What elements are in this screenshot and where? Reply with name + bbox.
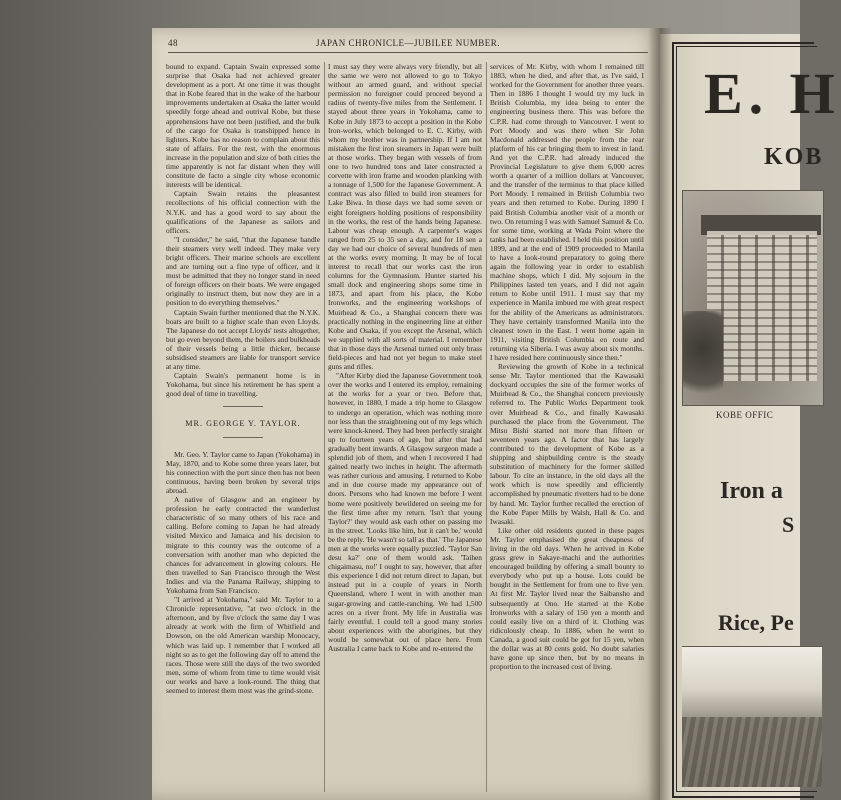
photo-caption: KOBE OFFIC — [716, 410, 774, 420]
ad-lower-photo — [682, 646, 822, 787]
tree — [683, 311, 723, 405]
building-columns — [707, 235, 817, 381]
paragraph: services of Mr. Kirby, with whom I remained till 1883, when he died, and after that, as I've said, I worked for the Government for another three years. Then in 1886 I thought I would try my luck in British Columbia, my idea being to enter the engineering business there. This was before the C.P.R. had come through to Vancouver. I went to Port Moody and was there when Sir John Macdonald addressed the people from the rear platform of his car bringing them to invest in land. And yet the C.P.R. had already induced the Provincial Legislature to give them 6,000 acres worth a quarter of a million dollars at Vancouver, and the transfer of the terminus to that place killed Port Moody. I remained in British Columbia two years and then returned to Kobe. During 1890 I paid British Columbia another visit of a month or two. On returning I was with Samuel Samuel & Co. for some time, working at Wada Point where the tanks had been established. I held this position until 1899, and at the end of 1909 proceeded to Manila to have a look-round preparatory to going there again the following year in order to establish machine shops, which I did. My sojourn in the Philippines lasted ten years, and I did not again return to Kobe until 1911. I must say that my experience in Manila imbued me with great respect for the ability of the Americans as administrators. They have certainly transformed Manila into the cleanest town in the East. I went home again in 1911, visiting British Columbia en route and returning via Siberia. I was away about six months. I have resided here continuously since then." — [490, 62, 644, 362]
paragraph: A native of Glasgow and an engineer by profession he early contracted the wanderlust characteristic of so many others of his race and calling. Before coming to Japan he had already visited Mexico and Jamaica and his decision to migrate to this country was the outcome of a conversation with another man who depicted the chances for advancement in glowing colours. He then travelled to San Francisco through the West Indies and via the Panama Railway, shipping to Yokohama from San Francisco. — [166, 495, 320, 595]
ad-company-name: E. H — [704, 61, 841, 126]
section-heading: MR. GEORGE Y. TAYLOR. — [185, 419, 301, 429]
running-head — [168, 38, 648, 52]
ad-product-line: Rice, Pe — [718, 610, 794, 635]
page-number: 48 — [168, 38, 178, 48]
photo-ground — [682, 717, 822, 787]
column-two — [328, 62, 482, 792]
paragraph: "I consider," he said, "that the Japanese handle their steamers very well indeed. They make very bright officers. Their marine schools are excellent and are turning out a fine type of officer, and it must be admitted that they no longer stand in need of foreign officers on their boats. We were engaged originally to instruct them, but now they are in a position to do everything themselves." — [166, 234, 320, 308]
paragraph: "After Kirby died the Japanese Government took over the works and I entered its employ, remaining at the works for a year or two. Before that, however, in 1880, I made a trip home to Glasgow to undergo an operation, which was nothing more nor less than the straightening out of my legs which were knock-kneed. They had been perfectly straight up to fourteen years of age, but after that had gradually bent inwards. A Glasgow surgeon made a splendid job of them, and when I recovered I had gained nearly two inches in height. The aftermath was rather curious and amusing. I returned to Kobe and in due course made my appearance out of doors. Persons who had known me before I went home were positively bewildered on seeing me for the first time after my return. 'Isn't that young Taylor?' they would ask each other on passing me in the street. 'Looks like him, but it can't be,' would be the reply. 'He wasn't so tall as that.' The Japanese men at the works were equally puzzled. 'Taylor San desu ka?' one of them would ask. 'Taihen chigaimasu, no!' I ought to say, however, that after this experience I did not return direct to Japan, but instead put in a couple of years in North Queensland, where I went in with another man sugar-growing and cattle-ranching. We had 1,500 acres on a river front. My life in Australia was fairly eventful. I could tell a good many stories about experiences with the aborigines, but they would be somewhat out of place here. From Australia I came back to Kobe and re-entered the — [328, 371, 482, 653]
article-columns — [166, 62, 652, 792]
column-divider — [324, 62, 325, 792]
paragraph: Captain Swain's permanent home is in Yokohama, but since his retirement he has spent a good deal of time in travelling. — [166, 371, 320, 399]
publication-title: JAPAN CHRONICLE—JUBILEE NUMBER. — [316, 38, 500, 48]
column-three — [490, 62, 644, 792]
office-building-photo — [682, 190, 824, 406]
paragraph: Mr. Geo. Y. Taylor came to Japan (Yokohama) in May, 1870, and to Kobe some three years later, but his connection with the port since then has not been continuous, having been broken by several trips abroad. — [166, 449, 320, 495]
header-rule — [168, 52, 648, 53]
ad-product-line: Iron a — [720, 478, 783, 504]
paragraph: Captain Swain further mentioned that the N.Y.K. boats are built to a higher scale than even Lloyds. The Japanese do not accept Lloyds' tests altogether, but go even beyond them, the boilers and bulkheads of their vessels being a little thicker, because subsidised steamers are liable for transport service at any time. — [166, 307, 320, 372]
paragraph: Captain Swain retains the pleasantest recollections of his official connection with the N.Y.K. and has a good word to say about the qualifications of the Japanese as sailors and officers. — [166, 189, 320, 235]
newspaper-page — [152, 28, 660, 800]
ad-location: KOB — [764, 144, 824, 170]
section-rule — [223, 406, 263, 407]
paragraph: "I arrived at Yokohama," said Mr. Taylor to a Chronicle representative, "at two o'clock in the afternoon, and by five o'clock the same day I was already at work with the firm of Whitfield and Dowson, on the old American warship Monocacy, which was laid up. I remember that I worked all night so as to get the following day off to attend the races. Those were still the days of the two sworded men, some of whom from time to time would visit our works and have a look-round. The thing that seemed to interest them most was the grind-stone. — [166, 595, 320, 695]
column-one — [166, 62, 320, 792]
section-rule — [223, 437, 263, 438]
book-gutter — [648, 28, 672, 800]
column-divider — [486, 62, 487, 792]
ad-product-line: S — [782, 512, 795, 537]
paragraph: Like other old residents quoted in these pages Mr. Taylor emphasised the great cheapness of living in the old days. When he arrived in Kobe grass grew in Sakaye-machi and the authorities encouraged building by offering a small bounty to everybody who put up a house. Lots could be bought in the Settlement for from one to five yen. At first Mr. Taylor lived near the Saibansho and subsequently at Ono. He started at the Kobe Ironworks with a salary of 150 yen a month and could easily live on a third of it. Clothing was ridiculously cheap. In 1886, when he went to Canada, a good suit could be got for 15 yen, when the dollar was at 80 cents gold. No doubt salaries have gone up since then, but by no means in proportion to the increased cost of living. — [490, 525, 644, 672]
paragraph: I must say they were always very friendly, but all the same we were not allowed to go to Tokyo without an armed guard, and without special permission no foreigner could proceed beyond a radius of twenty-five miles from the Settlement. I stayed about three years in Yokohama, came to Kobe in July 1873 to accept a position in the Kobe Iron-works, which belonged to E. C. Kirby, with whom my brother was in partnership. If I am not mistaken the first iron steamers in Japan were built at those works. They began with vessels of from one to two hundred tons and later constructed a corvette with iron frame and wooden planking with a tonnage of 1,500 for the Japanese Government. A contract was also filled to build iron steamers for Lake Biwa. In those days we had some seven or eight foreigners holding positions of responsibility in the works, the rest of the hands being Japanese. Labour was cheap enough. A carpenter's wages ranged from 25 to 35 sen a day, and for 18 sen a day we had our choice of several hundreds of men at the works every morning. It may be of local interest to recall that our works cast the iron columns for the Gymnasium. Hunter started his small dock and engineering shops some time in 1873, and apart from his place, the Kobe Ironworks, and the engineering workshops of Muirhead & Co., a Shanghai concern there was practically nothing in the engineering line at either Kobe and Osaka, if you except the Arsenal, which we supplied with all sorts of material. I remember that in those days the Arsenal turned out only brass field-pieces and had not yet begun to make steel guns and rifles. — [328, 62, 482, 372]
paragraph: Reviewing the growth of Kobe in a technical sense Mr. Taylor mentioned that the Kawasaki dockyard occupies the site of the former works of Muirhead & Co., the Shanghai concern previously referred to. The Public Works Department took over Muirhead & Co., and finally Kawasaki purchased the place from the Government. The Mitsu Bishi started not more than fifteen or seventeen years ago. A factor that has largely contributed to the development of Kobe as a shipping and shipbuilding centre is the steady substitution of machinery for the former skilled labour. To cite an instance, in the old days all the work which is now speedily and efficiently accomplished by pneumatic rivetters had to be done by hand. Mr. Taylor further recalled the erection of the Kobe Paper Mills by Walsh, Hall & Co. and Iwasaki. — [490, 362, 644, 526]
advertisement-page — [660, 34, 841, 800]
paragraph: bound to expand. Captain Swain expressed some surprise that Osaka had not achieved greater development as a port. At one time it was thought that in Kobe feared that in the wake of the harbour improvements undertaken at Osaka the latter would speedily forge ahead and outrival Kobe, but these apprehensions have not been justified, and the bulk of the cargo for Osaka is transhipped hence in lighters. Kobe has no reason to complain about this state of affairs. For the rest, with the enormous increase in the population and size of both cities the time apparently is not far distant when they will constitute de facto a single city whose economic interests will be identical. — [166, 62, 320, 190]
